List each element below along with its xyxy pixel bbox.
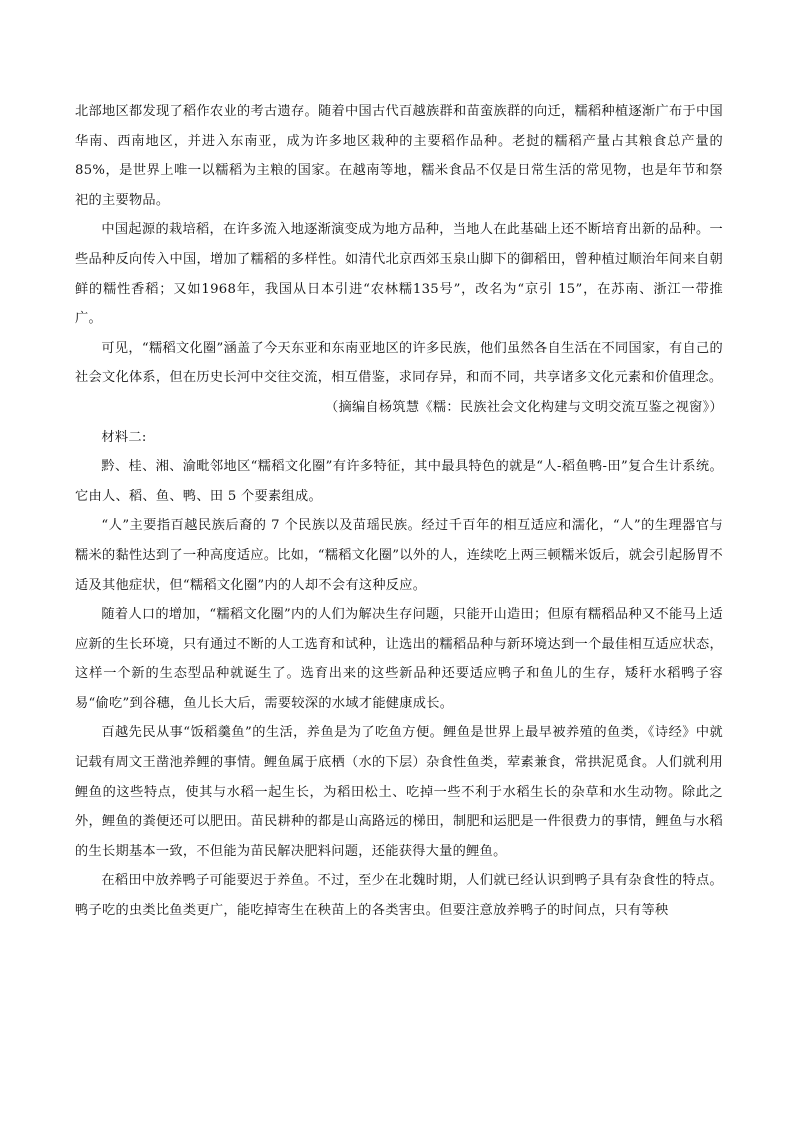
material2-paragraph-1: 黔、桂、湘、渝毗邻地区“糯稻文化圈”有许多特征，其中最具特色的就是“人-稻鱼鸭-田”复合生计系统。它由人、稻、鱼、鸭、田 5 个要素组成。 <box>75 459 723 504</box>
material2-paragraph-5: 在稻田中放养鸭子可能要迟于养鱼。不过，至少在北魏时期，人们就已经认识到鸭子具有杂食性的特点。鸭子吃的虫类比鱼类更广，能吃掉寄生在秧苗上的各类害虫。但要注意放养鸭子的时间点，只有等秧 <box>75 873 723 919</box>
material2-paragraph-4: 百越先民从事“饭稻羹鱼”的生活，养鱼是为了吃鱼方便。鲤鱼是世界上最早被养殖的鱼类，《诗经》中就记载有周文王凿池养鲤的事情。鲤鱼属于底栖（水的下层）杂食性鱼类，荤素兼食，常拱泥觅食。人们就利用鲤鱼的这些特点，使其与水稻一起生长，为稻田松土、吃掉一些不利于水稻生长的杂草和水生动物。除此之外，鲤鱼的粪便还可以肥田。苗民耕种的都是山高路远的梯田，制肥和运肥是一件很费力的事情，鲤鱼与水稻的生长期基本一致，不但能为苗民解决肥料问题，还能获得大量的鲤鱼。 <box>75 725 723 859</box>
material2-label: 材料二: <box>101 429 147 445</box>
material2-paragraph-2: “人”主要指百越民族后裔的 7 个民族以及苗瑶民族。经过千百年的相互适应和濡化，“人”的生理器官与糯米的黏性达到了一种高度适应。比如，“糯稻文化圈”以外的人，连续吃上两三顿糯米饭后，就会引起肠胃不适及其他症状，但“糯稻文化圈”内的人却不会有这种反应。 <box>75 518 723 593</box>
material1-source-citation: （摘编自杨筑慧《糯：民族社会文化构建与文明交流互鉴之视窗》） <box>324 399 723 415</box>
material1-paragraph-2: 中国起源的栽培稻，在许多流入地逐渐演变成为地方品种，当地人在此基础上还不断培育出新的品种。一些品种反向传入中国，增加了糯稻的多样性。如清代北京西郊玉泉山脚下的御稻田，曾种植过顺治年间来自朝鲜的糯性香稻；又如1968年，我国从日本引进“农林糯135号”，改名为“京引 15”，在苏南、浙江一带推广。 <box>75 222 723 327</box>
material1-paragraph-3: 可见，“糯稻文化圈”涵盖了今天东亚和东南亚地区的许多民族，他们虽然各自生活在不同国家，有自己的社会文化体系，但在历史长河中交往交流，相互借鉴，求同存异，和而不同，共享诸多文化元素和价值理念。 <box>75 340 723 386</box>
material2-paragraph-3: 随着人口的增加，“糯稻文化圈”内的人们为解决生存问题，只能开山造田；但原有糯稻品种又不能马上适应新的生长环境，只有通过不断的人工选育和试种，让选出的糯稻品种与新环境达到一个最佳相互适应状态，这样一个新的生态型品种就诞生了。选育出来的这些新品种还要适应鸭子和鱼儿的生存，矮秆水稻鸭子容易“偷吃”到谷穗，鱼儿长大后，需要较深的水域才能健康成长。 <box>75 607 723 711</box>
material1-paragraph-1: 北部地区都发现了稻作农业的考古遗存。随着中国古代百越族群和苗蛮族群的向迁，糯稻种植逐渐广布于中国华南、西南地区，并进入东南亚，成为许多地区栽种的主要稻作品种。老挝的糯稻产量占其粮食总产量的85%，是世界上唯一以糯稻为主粮的国家。在越南等地，糯米食品不仅是日常生活的常见物，也是年节和祭祀的主要物品。 <box>75 104 723 208</box>
document-page <box>75 97 723 926</box>
